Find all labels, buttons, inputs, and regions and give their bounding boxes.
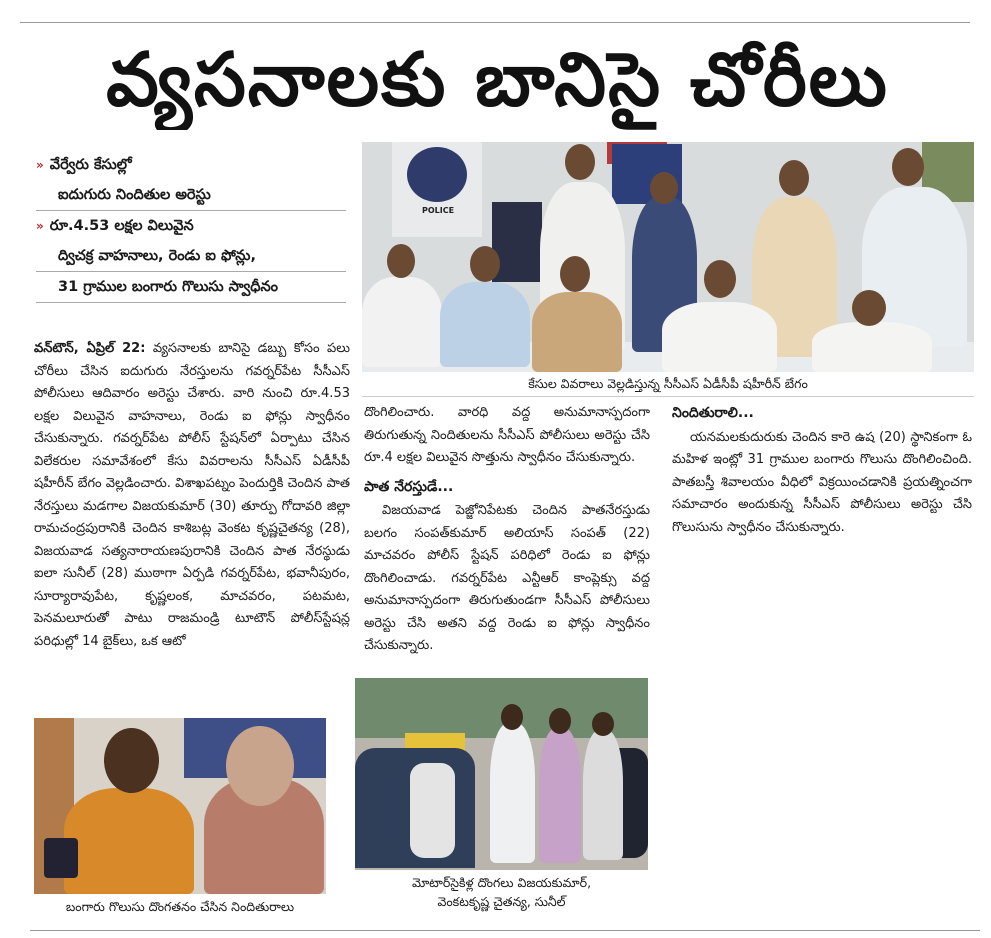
caption-line-2: వెంకటకృష్ణ చైతన్య, సునీల్‌: [437, 894, 566, 909]
police-badge-text: POLICE: [421, 206, 455, 215]
article-column-2: [364, 402, 650, 658]
caption-line-1: మోటార్‌సైకిళ్ల దొంగలు విజయకుమార్‌,: [411, 875, 592, 890]
caption-accused-woman: బంగారు గొలుసు దొంగతనం చేసిన నిందితురాలు: [65, 899, 295, 914]
dateline: వన్‌టౌన్‌, ఏప్రిల్‌ 22:: [34, 341, 146, 356]
motorcycle-thieves-photo: [355, 678, 648, 870]
highlights: [36, 150, 346, 303]
article-body-1: వ్యసనాలకు బానిసై డబ్బు కోసం పలు చోరీలు చేసిన ఐదుగురు నేరస్తులను గవర్నర్‌పేట సీసీఎస్‌ పోలీసులు ఆదివారం అరెస్టు చేశారు. వారి నుంచి రూ.4.53 లక్షల విలువైన వాహనాలు, రెండు ఐ ఫోన్లు స్వాధీనం చేసుకున్నారు. గవర్నర్‌పేట పోలీస్‌ స్టేషన్‌లో ఏర్పాటు చేసిన విలేకరుల సమావేశంలో కేసు వివరాలను సీసీఎస్‌ ఏడీసీపీ షహీరీన్‌ బేగం వెల్లడించారు. విశాఖపట్నం పెందుర్తికి చెందిన పాత నేరస్తులు మడగాల విజయకుమార్‌ (30) తూర్పు గోదావరి జిల్లా రామచంద్రపురానికి చెందిన కాశిబట్ల వెంకట కృష్ణచైతన్య (28), విజయవాడ సత్యనారాయణపురానికి చెందిన పాత నేరస్థుడు ఐలా సునీల్‌ (28) ముఠాగా ఏర్పడి గవర్నర్‌పేట, భవానీపురం, సూర్యారావుపేట, కృష్ణలంక, మాచవరం, పటమట, పెనమలూరుతో పాటు రాజమండ్రి టూటౌన్‌ పోలీస్‌స్టేషన్ల పరిధుల్లో 14 బైక్‌లు, ఒక ఆటో: [34, 341, 350, 649]
caption-main-photo: కేసుల వివరాలు వెల్లడిస్తున్న సీసీఎస్‌ ఏడీసీపీ షహీరీన్‌ బేగం: [362, 374, 974, 397]
article-body-3: యనమలకుదురుకు చెందిన కారె ఉష (20) స్థానికంగా ఓ మహిళ ఇంట్లో 31 గ్రాముల బంగారు గొలుసు దొంగిలించింది. పాతబస్తీ శివాలయం వీధిలో విక్రయించడానికి ప్రయత్నించగా సమాచారం అందుకున్న సీసీఎస్‌ పోలీసులు అరెస్టు చేసి గొలుసును స్వాధీనం చేసుకున్నారు.: [672, 429, 972, 535]
top-rule: [20, 22, 970, 23]
caption-motorcycle-thieves: [355, 873, 648, 911]
bottom-rule: [30, 930, 980, 931]
double-chevron-icon: »: [36, 219, 44, 233]
double-chevron-icon: »: [36, 158, 44, 172]
article-body-2b: విజయవాడ పెజ్జోనిపేటకు చెందిన పాతనేరస్తుడు బలగం సంపత్‌కుమార్‌ అలియాస్‌ సంపత్‌ (22) మాచవరం పోలీస్‌ స్టేషన్‌ పరిధిలో రెండు ఐ ఫోన్లు దొంగిలించాడు. గవర్నర్‌పేట ఎన్టీఆర్‌ కాంప్లెక్సు వద్ద అనుమానాస్పదంగా తిరుగుతుండగా సీసీఎస్‌ పోలీసులు అరెస్టు చేసి అతని వద్ద రెండు ఐ ఫోన్లు స్వాధీనం చేసుకున్నారు.: [364, 503, 650, 653]
accused-woman-photo: [34, 718, 326, 894]
headline: వ్యసనాలకు బానిసై చోరీలు: [106, 37, 889, 123]
article-body-2a: దొంగిలించారు. వారధి వద్ద అనుమానాస్పదంగా తిరుగుతున్న నిందితులను సీసీఎస్‌ పోలీసులు అరెస్టు చేసి రూ.4 లక్షల విలువైన సొత్తును స్వాధీనం చేసుకున్నారు.: [364, 405, 650, 465]
highlight-2: ఐదుగురు నిందితుల అరెస్టు: [36, 180, 346, 211]
subhead-old-offender: పాత నేరస్తుడే...: [364, 478, 454, 495]
highlight-4: ద్విచక్ర వాహనాలు, రెండు ఐ ఫోన్లు,: [36, 241, 346, 272]
article-column-3: [672, 402, 972, 539]
highlight-5: 31 గ్రాముల బంగారు గొలుసు స్వాధీనం: [36, 272, 346, 303]
subhead-accused-woman: నిందితురాలి...: [672, 405, 754, 421]
article-column-1: [34, 338, 350, 653]
highlight-3: » రూ.4.53 లక్షల విలువైన: [36, 218, 194, 234]
press-meet-photo: [362, 142, 974, 372]
highlight-1: » వేర్వేరు కేసుల్లో: [36, 157, 132, 173]
